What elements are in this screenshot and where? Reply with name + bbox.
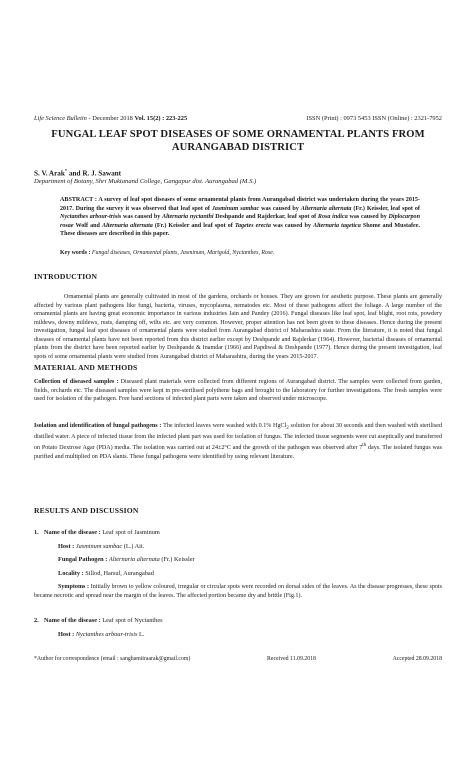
disease-name-label: Name of the disease : [44, 617, 103, 624]
pathogen-label: Fungal Pathogen : [58, 556, 109, 563]
abstract-text: was caused by [270, 222, 314, 229]
disease-entry-1 [34, 529, 442, 600]
collection-paragraph [34, 378, 442, 404]
journal-issn: ISSN (Print) : 0973 5453 ISSN (Online) : 2321-7952 [306, 115, 442, 122]
species-name: Jasminum sambac [211, 205, 260, 212]
journal-issue: - December 2018 [88, 115, 133, 122]
journal-name: Life Science Bulletin [34, 115, 87, 122]
species-name: Rosa indica [317, 214, 348, 221]
received-date: Received 11.09.2018 [267, 656, 316, 662]
species-name: Alternaria alternata [300, 205, 352, 212]
species-name: Alternaria alternata [102, 222, 153, 229]
isolation-paragraph [34, 422, 442, 461]
keywords-label: Key words : [60, 250, 92, 256]
entry-number: 2. [34, 617, 39, 624]
correspondence-note: *Author for correspondence (email : sanghamitraarak@gmail.com) [34, 656, 191, 662]
disease-name-row [34, 529, 442, 538]
isolation-label: Isolation and identification of fungal pathogens : [34, 423, 164, 429]
species-name: Nyctanthes arbour-trisis [60, 214, 122, 221]
abstract-text: was caused by [347, 214, 389, 221]
section-heading-introduction: INTRODUCTION [34, 272, 98, 281]
journal-citation [34, 115, 187, 122]
disease-name-label: Name of the disease : [44, 529, 103, 536]
disease-name: Leaf spot of Nyctanthes [102, 617, 163, 624]
abstract-text: Wolf and [73, 222, 102, 229]
disease-entry-2 [34, 617, 442, 639]
subscript: 2 [286, 425, 289, 432]
symptoms-row [34, 583, 442, 600]
locality-row [34, 570, 442, 579]
pathogen-name: Alternaria alternata [108, 556, 160, 563]
host-name: Nyctanthes arbour-trisis [75, 630, 138, 638]
locality-value: Sillod, Harsul, Aurangabad [85, 569, 154, 577]
section-heading-results: RESULTS AND DISCUSSION [34, 506, 139, 515]
pathogen-authority: (Fr.) Keissler [159, 556, 195, 563]
species-name: Alternaria nyctanthi [162, 214, 214, 221]
superscript: th [362, 442, 367, 449]
entry-number: 1. [34, 529, 39, 536]
isolation-text: days. The isolated fungus was purified and multiplied on PDA slants. These fungal pathogens were identified by using relevant literature. [34, 445, 442, 460]
journal-header [34, 115, 442, 122]
host-row [34, 631, 442, 640]
locality-label: Locality : [58, 569, 86, 577]
collection-label: Collection of diseased samples : [34, 379, 121, 385]
keywords-list: Fungal diseases, Ornamental plants, Jasminum, Marigold, Nyctanthes, Rose. [91, 250, 275, 256]
abstract-text: Deshpande and Rajderkar, leaf spot of [213, 214, 318, 221]
pathogen-row [34, 556, 442, 565]
abstract-text: (Fr.) Keissler and leaf spot of [152, 222, 235, 229]
species-name: Alternaria tagetica [313, 222, 361, 229]
introduction-paragraph: Ornamental plants are generally cultivated in most of the gardens, orchards or houses. They are grown for aesthetic purpose. These plants are generally affected by various plant pathogens like fungi, bacteria, viruses, mycoplasma, nematodes etc. Most of these pathogens affect the foliage. A large number of the ornamental plants are having great economic importance in various industries Jain and Pandey (2016). Fungal diseases like leaf spot, leaf blight, root rots, powdery mildews, downy mildews, rusts, damping off, wilts etc. are very common. However, proper attention has not been given to these diseases. Hence during the present investigation, fungal leaf spot diseases of ornamental plants were studied from Aurangabad district of Maharashtra state. From the literature, it is noted that fungal diseases of ornamental plants have not been reported from this district earlier except by Deshpande and Rajderkar (1964). However, bacterial diseases of ornamental plants from the district have been reported earlier by Deshpande & Inamdar (1966) and Papdiwal & Deshpande (1977). Hence during the present investigation, leaf spots of some ornamental plants were studied from Aurangabad district of Maharashtra, during the years 2015-2017. [34, 294, 442, 360]
keywords [60, 250, 420, 256]
author-2: and R. J. Sawant [67, 169, 122, 178]
host-label: Host : [58, 630, 76, 638]
author-1: S. V. Arak [34, 169, 65, 178]
abstract-text: ABSTRACT : A survey of leaf spot diseases of some ornamental plants from Aurangabad district was undertaken during the years 2015-2017. During the survey it was observed that leaf spot of [60, 197, 420, 212]
section-heading-methods: MATERIAL AND METHODS [34, 363, 138, 372]
host-name: Jasminum sambac [75, 542, 123, 550]
isolation-text: solution for about 30 seconds and then washed with sterilised distilled water. A piece of infected tissue from the infected plant part was used for isolation of fungus. The infected tissue segments were cut aseptically and transferred on Potato Dextrose Agar (PDA) media. The isolation was carried out at 24±2°C and the growth of the pathogen was observed after 7 [34, 423, 442, 452]
isolation-text: The infected leaves were washed with 0.1% HgCl [163, 423, 287, 429]
collection-text: Diseased plant materials were collected from different regions of Aurangabad district. The samples were collected from garden, fields, orchards etc. The diseased samples were kept in pre-sterilised polythene bags and brought to the laboratory for further investigations. The fresh samples were used for isolation of the pathogen. Free hand sections of infected plant parts were taken and observed under microscope. [34, 379, 442, 402]
symptoms-label: Symptoms : [58, 584, 91, 590]
paper-title: FUNGAL LEAF SPOT DISEASES OF SOME ORNAMENTAL PLANTS FROM AURANGABAD DISTRICT [51, 129, 425, 153]
abstract-text: Shome and Mustafee. These diseases are described in this paper. [60, 222, 420, 238]
abstract-text: was caused by [121, 214, 163, 221]
abstract-text: was caused by [259, 205, 301, 212]
abstract [60, 196, 420, 239]
affiliation: Department of Botany, Shri Muktanand College, Gangapur dist. Aurangabad (M.S.) [34, 178, 257, 185]
host-authority: L. [137, 630, 145, 638]
disease-name-row [34, 617, 442, 626]
host-label: Host : [58, 542, 76, 550]
host-authority: (L.) Ait. [122, 542, 145, 550]
species-name: Tagetes erecta [234, 222, 271, 229]
correspondence-marker: * [64, 168, 68, 173]
abstract-text: (Fr.) Keissler, leaf spot of [351, 205, 420, 212]
page-footer [34, 656, 442, 662]
authors [34, 168, 442, 177]
journal-volume: Vol. 15(2) : 223-225 [134, 115, 188, 122]
species-name: Diplocarpon rosae [60, 214, 420, 229]
symptoms-text: Initially brown to yellow coloured, irregular or circular spots were recorded on dorsal sides of the leaves. As the disease progresses, these spots became necrotic and spread near the margin of the leaves. The affected portion became dry and brittle (Fig.1). [34, 584, 442, 599]
host-row [34, 543, 442, 552]
disease-name: Leaf spot of Jasminum [102, 529, 160, 536]
accepted-date: Accepted 28.09.2018 [392, 656, 442, 662]
